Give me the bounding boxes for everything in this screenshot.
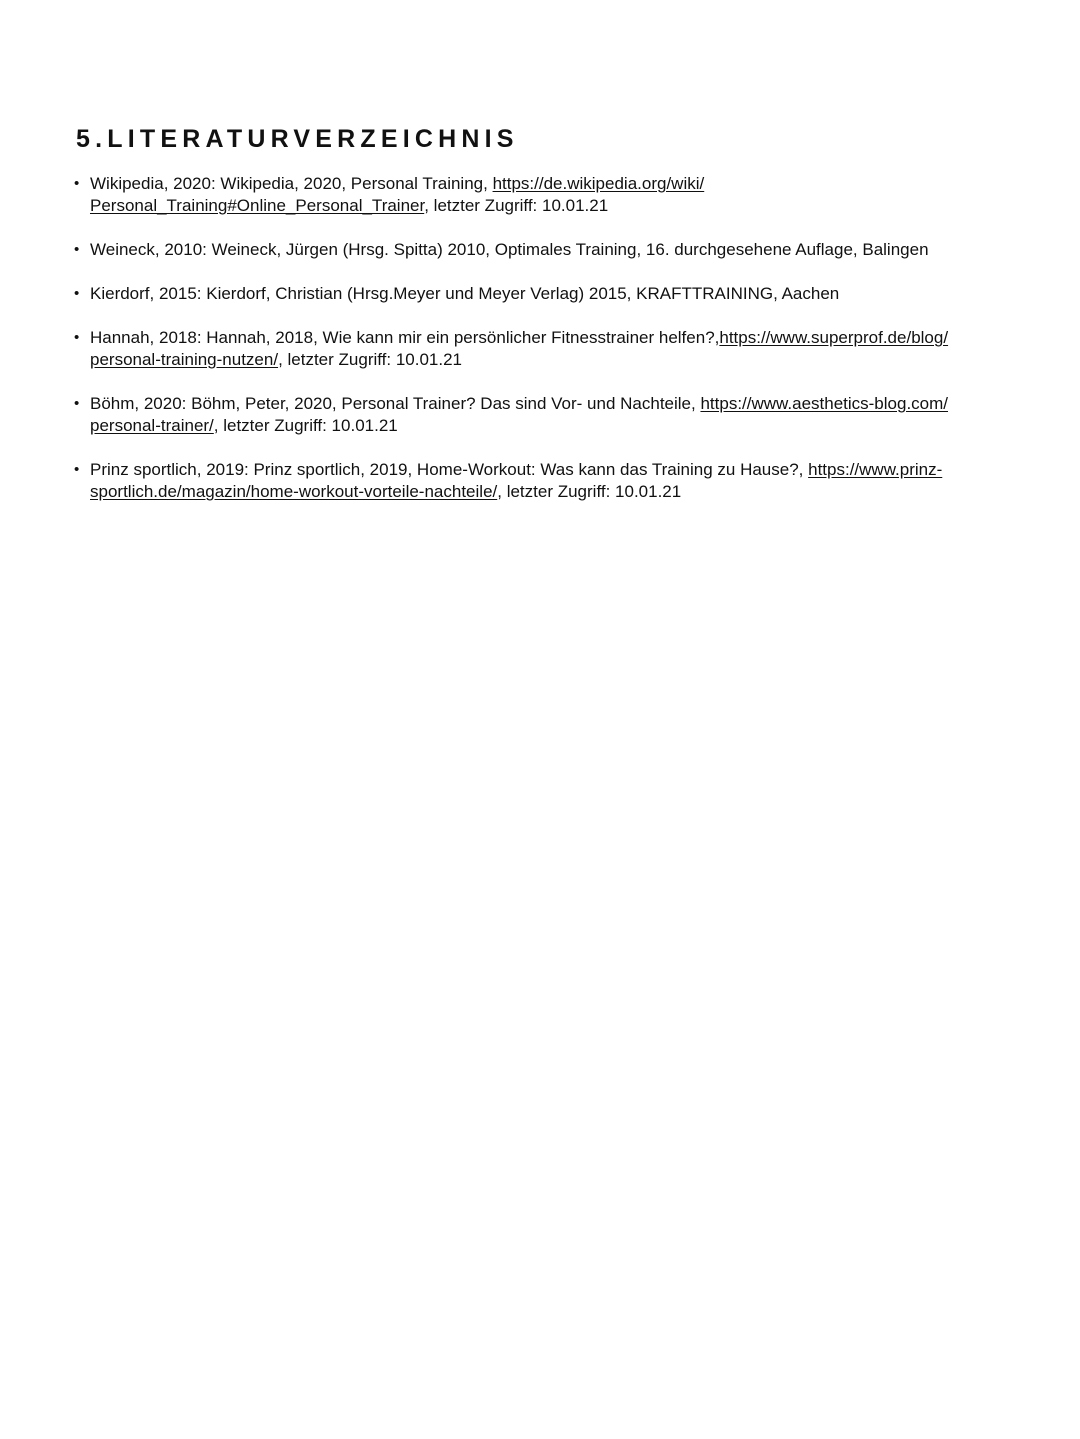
reference-text: Hannah, 2018: Hannah, 2018, Wie kann mir ein persönlicher Fitnesstrainer helfen?, bbox=[90, 328, 720, 347]
bullet-icon: • bbox=[74, 329, 80, 346]
reference-item-weineck bbox=[76, 239, 956, 261]
reference-list bbox=[76, 173, 956, 525]
bullet-icon: • bbox=[74, 461, 80, 478]
reference-access-date: , letzter Zugriff: 10.01.21 bbox=[424, 196, 609, 215]
reference-text: Weineck, 2010: Weineck, Jürgen (Hrsg. Spitta) 2010, Optimales Training, 16. durchgesehene Auflage, Balingen bbox=[90, 240, 929, 259]
reference-item-kierdorf bbox=[76, 283, 956, 305]
reference-item-boehm bbox=[76, 393, 956, 437]
reference-link-aesthetics-blog[interactable]: https://www.aesthetics-blog.com/​personal-trainer/ bbox=[90, 394, 949, 435]
reference-item-prinz-sportlich bbox=[76, 459, 956, 503]
reference-link-prinz-sportlich[interactable]: https://www.prinz-​sportlich.de/magazin/home-workout-vorteile-nachteile/ bbox=[90, 460, 943, 501]
reference-link-superprof[interactable]: https://www.superprof.de/blog/​personal-training-nutzen/ bbox=[90, 328, 949, 369]
reference-text: Prinz sportlich, 2019: Prinz sportlich, 2019, Home-Workout: Was kann das Training zu Hause?, bbox=[90, 460, 809, 479]
reference-text: Böhm, 2020: Böhm, Peter, 2020, Personal Trainer? Das sind Vor- und Nachteile, bbox=[90, 394, 701, 413]
reference-access-date: , letzter Zugriff: 10.01.21 bbox=[278, 350, 463, 369]
bullet-icon: • bbox=[74, 285, 80, 302]
bullet-icon: • bbox=[74, 241, 80, 258]
bullet-icon: • bbox=[74, 395, 80, 412]
reference-access-date: , letzter Zugriff: 10.01.21 bbox=[497, 482, 682, 501]
bullet-icon: • bbox=[74, 175, 80, 192]
reference-text: Wikipedia, 2020: Wikipedia, 2020, Personal Training, bbox=[90, 174, 493, 193]
reference-access-date: , letzter Zugriff: 10.01.21 bbox=[213, 416, 398, 435]
reference-link-wikipedia[interactable]: https://de.wikipedia.org/wiki/​Personal_Training#Online_Personal_Trainer bbox=[90, 174, 705, 215]
reference-item-wikipedia bbox=[76, 173, 956, 217]
reference-item-hannah bbox=[76, 327, 956, 371]
reference-text: Kierdorf, 2015: Kierdorf, Christian (Hrsg.Meyer und Meyer Verlag) 2015, KRAFTTRAINING, Aachen bbox=[90, 284, 840, 303]
section-heading: 5.LITERATURVERZEICHNIS bbox=[76, 125, 519, 153]
